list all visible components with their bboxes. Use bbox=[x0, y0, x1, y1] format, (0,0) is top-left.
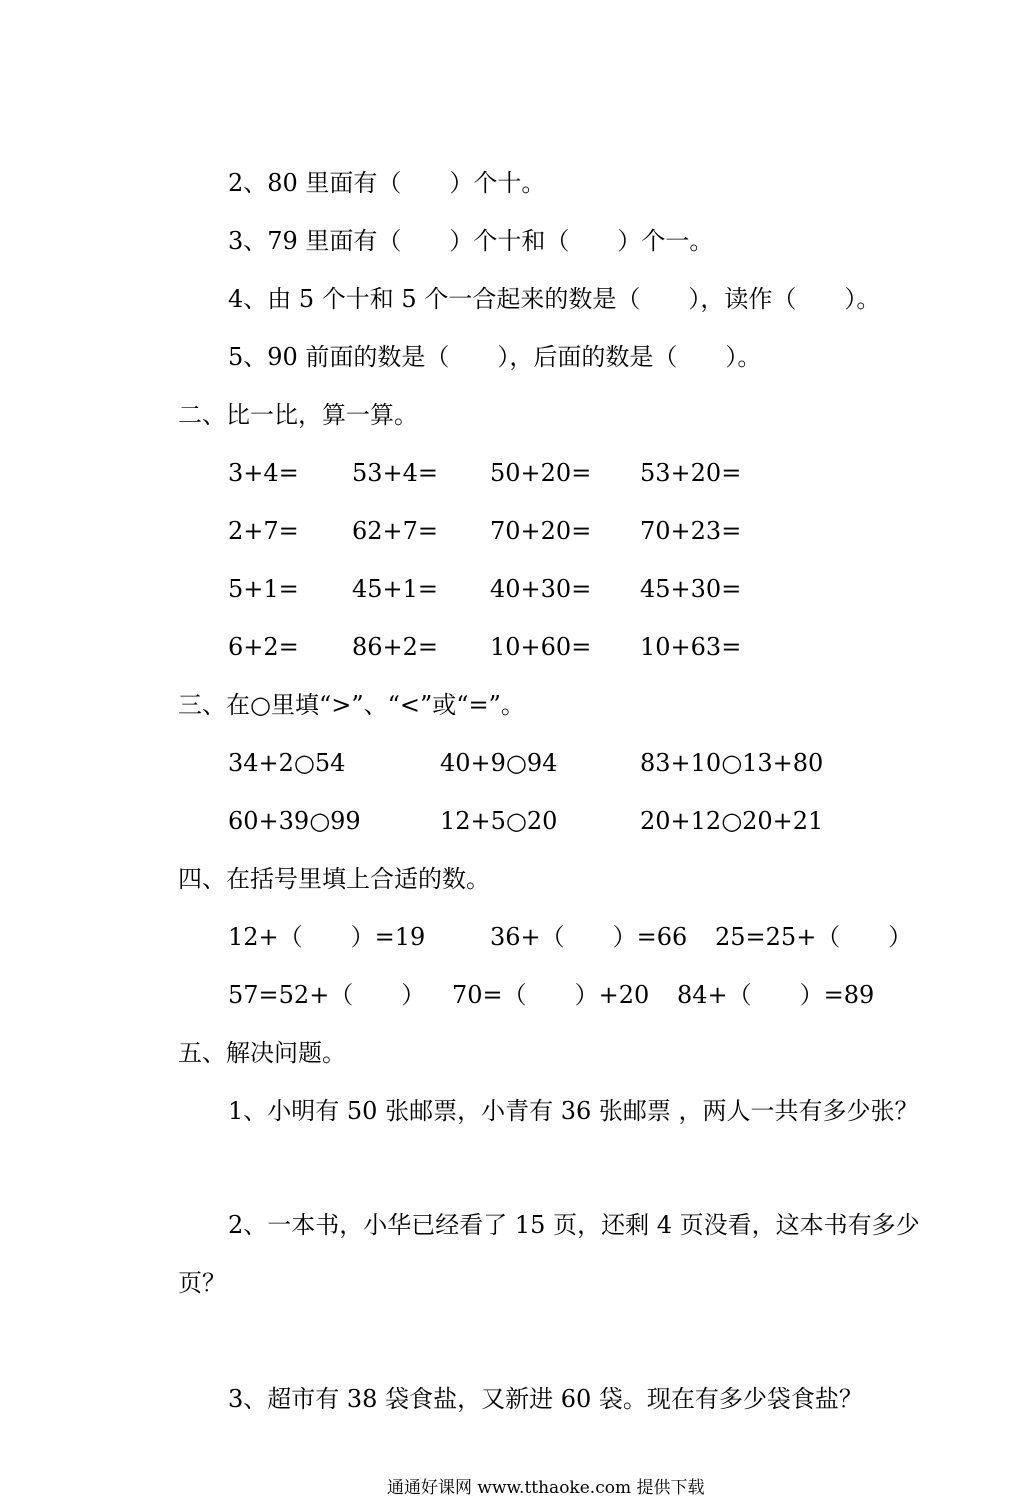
word-problem-1: 1、小明有 50 张邮票，小青有 36 张邮票 ，两人一共有多少张？ bbox=[228, 1097, 919, 1125]
compute-item: 50+20= bbox=[490, 459, 592, 487]
compute-item: 5+1= bbox=[228, 575, 299, 603]
fill-question-5: 5、90 前面的数是（ ），后面的数是（ ）。 bbox=[228, 343, 762, 371]
compute-item: 3+4= bbox=[228, 459, 299, 487]
compute-item: 70+20= bbox=[490, 517, 592, 545]
compute-item: 40+30= bbox=[490, 575, 592, 603]
compare-item: 34+2○54 bbox=[228, 749, 346, 777]
bracket-item: 36+（ ）=66 bbox=[490, 923, 688, 951]
section-3-title: 三、在○里填“>”、“<”或“=”。 bbox=[178, 691, 525, 719]
compute-item: 53+20= bbox=[640, 459, 742, 487]
bracket-item: 70=（ ）+20 bbox=[452, 981, 650, 1009]
compute-item: 86+2= bbox=[352, 633, 439, 661]
compare-item: 83+10○13+80 bbox=[640, 749, 824, 777]
fill-question-4: 4、由 5 个十和 5 个一合起来的数是（ ），读作（ ）。 bbox=[228, 285, 881, 313]
bracket-item: 84+（ ）=89 bbox=[677, 981, 875, 1009]
compute-item: 2+7= bbox=[228, 517, 299, 545]
compute-item: 62+7= bbox=[352, 517, 439, 545]
compute-item: 70+23= bbox=[640, 517, 742, 545]
compute-item: 45+1= bbox=[352, 575, 439, 603]
compute-item: 53+4= bbox=[352, 459, 439, 487]
section-5-title: 五、解决问题。 bbox=[178, 1039, 346, 1067]
compute-item: 10+63= bbox=[640, 633, 742, 661]
compute-item: 10+60= bbox=[490, 633, 592, 661]
section-2-title: 二、比一比，算一算。 bbox=[178, 401, 418, 429]
fill-question-3: 3、79 里面有（ ）个十和（ ）个一。 bbox=[228, 227, 714, 255]
bracket-item: 12+（ ）=19 bbox=[228, 923, 426, 951]
compare-item: 12+5○20 bbox=[440, 807, 558, 835]
word-problem-2-line1: 2、一本书，小华已经看了 15 页，还剩 4 页没看，这本书有多少 bbox=[228, 1211, 920, 1239]
compare-item: 40+9○94 bbox=[440, 749, 558, 777]
section-4-title: 四、在括号里填上合适的数。 bbox=[178, 865, 490, 893]
page-footer: 通通好课网 www.tthaoke.com 提供下载 bbox=[387, 1478, 705, 1498]
compare-item: 20+12○20+21 bbox=[640, 807, 824, 835]
bracket-item: 25=25+（ ） bbox=[715, 923, 913, 951]
fill-question-2: 2、80 里面有（ ）个十。 bbox=[228, 169, 546, 197]
compute-item: 6+2= bbox=[228, 633, 299, 661]
bracket-item: 57=52+（ ） bbox=[228, 981, 426, 1009]
word-problem-3: 3、超市有 38 袋食盐，又新进 60 袋。现在有多少袋食盐？ bbox=[228, 1385, 863, 1413]
compute-item: 45+30= bbox=[640, 575, 742, 603]
word-problem-2-line2: 页？ bbox=[178, 1269, 226, 1297]
compare-item: 60+39○99 bbox=[228, 807, 361, 835]
